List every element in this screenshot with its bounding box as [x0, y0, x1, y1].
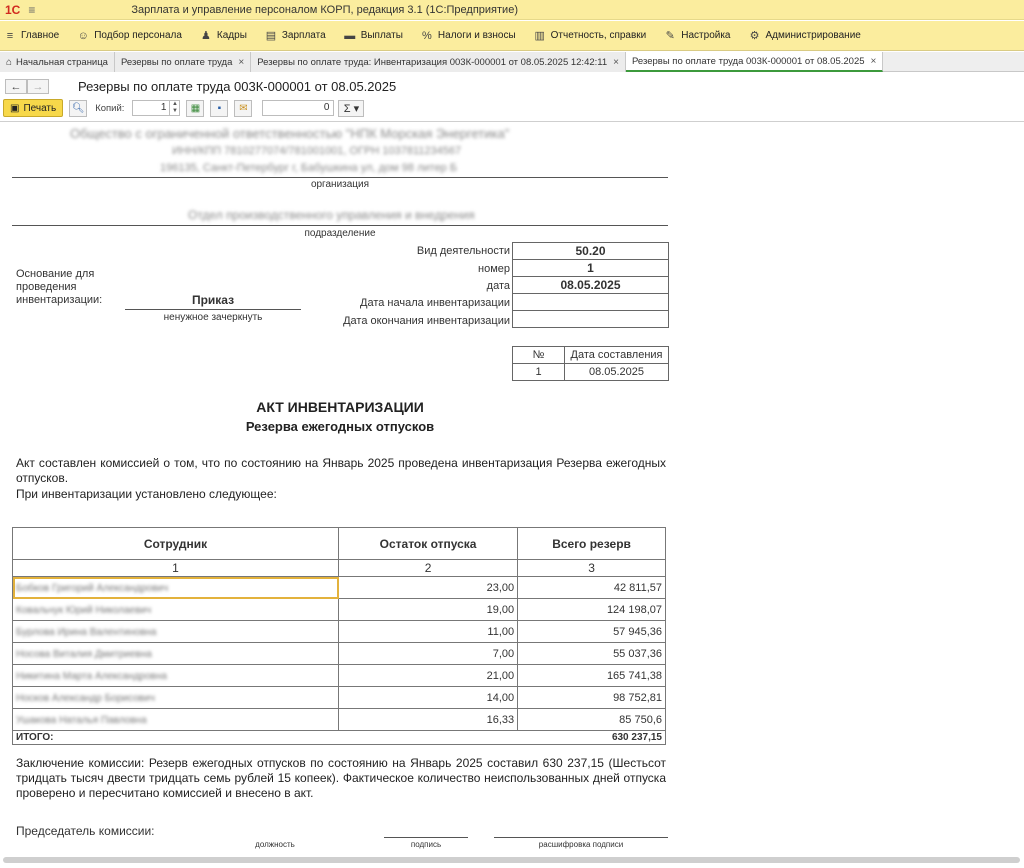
menu-item-label: Настройка	[681, 30, 731, 41]
reserve-cell[interactable]: 42 811,57	[518, 577, 666, 599]
table-row	[13, 665, 666, 687]
date-label: дата	[486, 280, 510, 292]
balance-cell[interactable]: 19,00	[339, 599, 518, 621]
signature-decode-caption: расшифровка подписи	[538, 840, 624, 849]
compilation-no: 1	[513, 364, 565, 381]
preview-icon[interactable]: 🔍︎	[69, 100, 87, 117]
edit-icon[interactable]: ▦	[186, 100, 204, 117]
menu-item-label: Зарплата	[281, 30, 326, 41]
menu-item-label: Отчетность, справки	[550, 30, 647, 41]
employee-cell[interactable]: Носова Виталия Дмитриевна	[13, 643, 339, 665]
balance-cell[interactable]: 7,00	[339, 643, 518, 665]
reserve-header: Всего резерв	[518, 528, 666, 560]
app-title: Зарплата и управление персоналом КОРП, редакция 3.1 (1С:Предприятие)	[131, 3, 518, 16]
activity-label: Вид деятельности	[416, 245, 510, 257]
table-row	[13, 687, 666, 709]
history-nav	[5, 79, 49, 94]
number-label: номер	[478, 263, 510, 275]
email-icon[interactable]: ✉	[234, 100, 252, 117]
activity-value: 50.20	[513, 243, 669, 260]
menu-item-taxes[interactable]	[421, 30, 516, 42]
basis-caption: ненужное зачеркнуть	[163, 312, 263, 323]
total-empty	[339, 731, 518, 745]
organization-address: 196135, Санкт-Петербург г, Бабушкина ул, дом 98 литер Б	[160, 162, 458, 174]
signature-position-caption: должность	[255, 840, 295, 849]
header-values-grid	[512, 242, 669, 328]
reserve-cell[interactable]: 55 037,36	[518, 643, 666, 665]
back-arrow-icon[interactable]: ←	[5, 79, 27, 94]
table-row	[13, 599, 666, 621]
arrow-up-icon[interactable]: ▲	[171, 101, 178, 107]
toolbar	[0, 98, 1024, 118]
wrench-icon: ✎	[665, 30, 675, 42]
total-row	[13, 731, 666, 745]
organization-ids: ИНН/КПП 7810277074/781001001, ОГРН 1037811234567	[172, 145, 462, 157]
number-value: 1	[513, 260, 669, 277]
sum-mode-button[interactable]: Σ ▾	[338, 100, 364, 117]
basis-label: Основание для проведения инвентаризации:	[16, 268, 103, 306]
tab-reserves-document[interactable]	[626, 52, 883, 72]
menu-item-label: Налоги и взносы	[437, 30, 516, 41]
save-icon[interactable]: ▪	[210, 100, 228, 117]
compilation-date-header: Дата составления	[565, 347, 669, 364]
wallet-icon: ▬	[344, 29, 356, 42]
menu-item-payments[interactable]	[344, 30, 403, 42]
department-caption: подразделение	[304, 228, 376, 239]
menu-item-label: Кадры	[216, 30, 247, 41]
inventory-start-value	[513, 294, 669, 311]
home-icon: ⌂	[6, 56, 13, 68]
employee-cell[interactable]: Бурлова Ирина Валентиновна	[13, 621, 339, 643]
print-label: Печать	[23, 102, 57, 114]
report-icon: ▥	[534, 30, 545, 42]
employee-cell[interactable]: Никитина Марта Александровна	[13, 665, 339, 687]
balance-header: Остаток отпуска	[339, 528, 518, 560]
menu-item-reports[interactable]	[534, 30, 647, 42]
date-value: 08.05.2025	[513, 277, 669, 294]
reserve-cell[interactable]: 165 741,38	[518, 665, 666, 687]
compilation-no-header: №	[513, 347, 565, 364]
horizontal-scrollbar[interactable]	[3, 857, 1020, 863]
reserve-table	[12, 527, 666, 745]
organization-name: Общество с ограниченной ответственностью "НПК Морская Энергетика"	[70, 126, 510, 141]
menu-lines-icon: ≡	[6, 29, 14, 42]
chairman-label: Председатель комиссии:	[16, 824, 155, 838]
tab-label: Начальная страница	[16, 56, 108, 68]
tab-label: Резервы по оплате труда: Инвентаризация 003К-000001 от 08.05.2025 12:42:11	[257, 56, 608, 68]
employee-cell[interactable]: Бобков Григорий Александрович	[13, 577, 339, 599]
column-number: 2	[339, 560, 518, 577]
copies-input[interactable]: 1	[132, 100, 170, 116]
tab-home[interactable]	[0, 52, 115, 72]
balance-cell[interactable]: 14,00	[339, 687, 518, 709]
menu-item-hr[interactable]	[200, 30, 247, 42]
inventory-start-label: Дата начала инвентаризации	[360, 297, 510, 309]
menu-item-settings[interactable]	[664, 30, 730, 42]
title-bar	[0, 0, 1024, 20]
arrow-down-icon[interactable]: ▼	[171, 108, 178, 114]
gear-icon: ⚙	[749, 30, 760, 42]
act-intro-2: При инвентаризации установлено следующее:	[16, 487, 277, 501]
column-number: 3	[518, 560, 666, 577]
inventory-end-value	[513, 311, 669, 328]
table-row	[13, 643, 666, 665]
employee-cell[interactable]: Ковальчук Юрий Николаевич	[13, 599, 339, 621]
people-icon: ♟	[200, 30, 211, 42]
copies-label: Копий:	[95, 102, 125, 114]
compilation-date: 08.05.2025	[565, 364, 669, 381]
table-row	[13, 621, 666, 643]
percent-icon: %	[422, 29, 432, 42]
department-name: Отдел производственного управления и внедрения	[188, 208, 475, 222]
balance-cell[interactable]: 11,00	[339, 621, 518, 643]
employee-cell[interactable]: Ушакова Наталья Павловна	[13, 709, 339, 731]
act-title: АКТ ИНВЕНТАРИЗАЦИИ	[256, 399, 424, 415]
close-icon[interactable]: ×	[238, 56, 245, 68]
reserve-cell[interactable]: 57 945,36	[518, 621, 666, 643]
balance-cell[interactable]: 21,00	[339, 665, 518, 687]
app-logo: 1С	[5, 2, 21, 17]
employee-header: Сотрудник	[13, 528, 339, 560]
reserve-cell[interactable]: 124 198,07	[518, 599, 666, 621]
tab-label: Резервы по оплате труда	[120, 56, 233, 68]
menu-item-label: Главное	[21, 30, 60, 41]
print-button[interactable]	[3, 99, 63, 117]
copies-stepper[interactable]	[170, 100, 180, 116]
menu-item-main[interactable]	[4, 30, 59, 42]
printer-icon: ▣	[10, 102, 20, 114]
total-label: ИТОГО:	[13, 731, 339, 745]
reserve-cell[interactable]: 98 752,81	[518, 687, 666, 709]
compilation-table	[512, 346, 669, 381]
menu-item-admin[interactable]	[749, 30, 861, 42]
tab-label: Резервы по оплате труда 003К-000001 от 08.05.2025	[631, 55, 865, 67]
tab-bar	[0, 52, 1024, 72]
main-menu	[0, 21, 1024, 51]
menu-item-label: Администрирование	[765, 30, 861, 41]
person-icon: ☺	[77, 29, 89, 42]
table-row	[13, 709, 666, 731]
inventory-end-label: Дата окончания инвентаризации	[343, 315, 510, 327]
tab-inventory[interactable]	[251, 52, 626, 72]
menu-item-recruiting[interactable]	[77, 30, 182, 42]
basis-value: Приказ	[191, 293, 235, 307]
commission-conclusion: Заключение комиссии: Резерв ежегодных отпусков по состоянию на Январь 2025 составил 630 237,15 (Шестьсот тридцать тысяч двести тридцать семь рублей 15 копеек). Фактическое количество неиспользованных дней отпуска проверено и пересчитано комиссией и внесено в акт.	[16, 756, 666, 800]
calculator-icon: ▤	[265, 30, 277, 42]
total-value[interactable]: 630 237,15	[518, 731, 666, 745]
act-intro: Акт составлен комиссией о том, что по состоянию на Январь 2025 проведена инвентаризация Резерва ежегодных отпусков.	[16, 456, 666, 485]
tab-reserves-list[interactable]	[115, 52, 251, 72]
menu-item-salary[interactable]	[265, 30, 326, 42]
balance-cell[interactable]: 16,33	[339, 709, 518, 731]
menu-item-label: Подбор персонала	[94, 30, 182, 41]
forward-arrow-icon[interactable]: →	[27, 79, 49, 94]
sum-field[interactable]: 0	[262, 100, 334, 116]
employee-cell[interactable]: Носков Александр Борисович	[13, 687, 339, 709]
column-number: 1	[13, 560, 339, 577]
act-subtitle: Резерва ежегодных отпусков	[245, 419, 435, 434]
close-icon[interactable]: ×	[613, 56, 619, 68]
page-title: Резервы по оплате труда 003К-000001 от 08.05.2025	[78, 79, 397, 94]
close-icon[interactable]: ×	[870, 55, 877, 67]
menu-item-label: Выплаты	[360, 30, 403, 41]
hamburger-icon[interactable]: ≡	[28, 2, 36, 17]
table-row	[13, 577, 666, 599]
balance-cell[interactable]: 23,00	[339, 577, 518, 599]
organization-caption: организация	[310, 179, 370, 190]
signature-caption: подпись	[410, 840, 442, 849]
reserve-cell[interactable]: 85 750,6	[518, 709, 666, 731]
